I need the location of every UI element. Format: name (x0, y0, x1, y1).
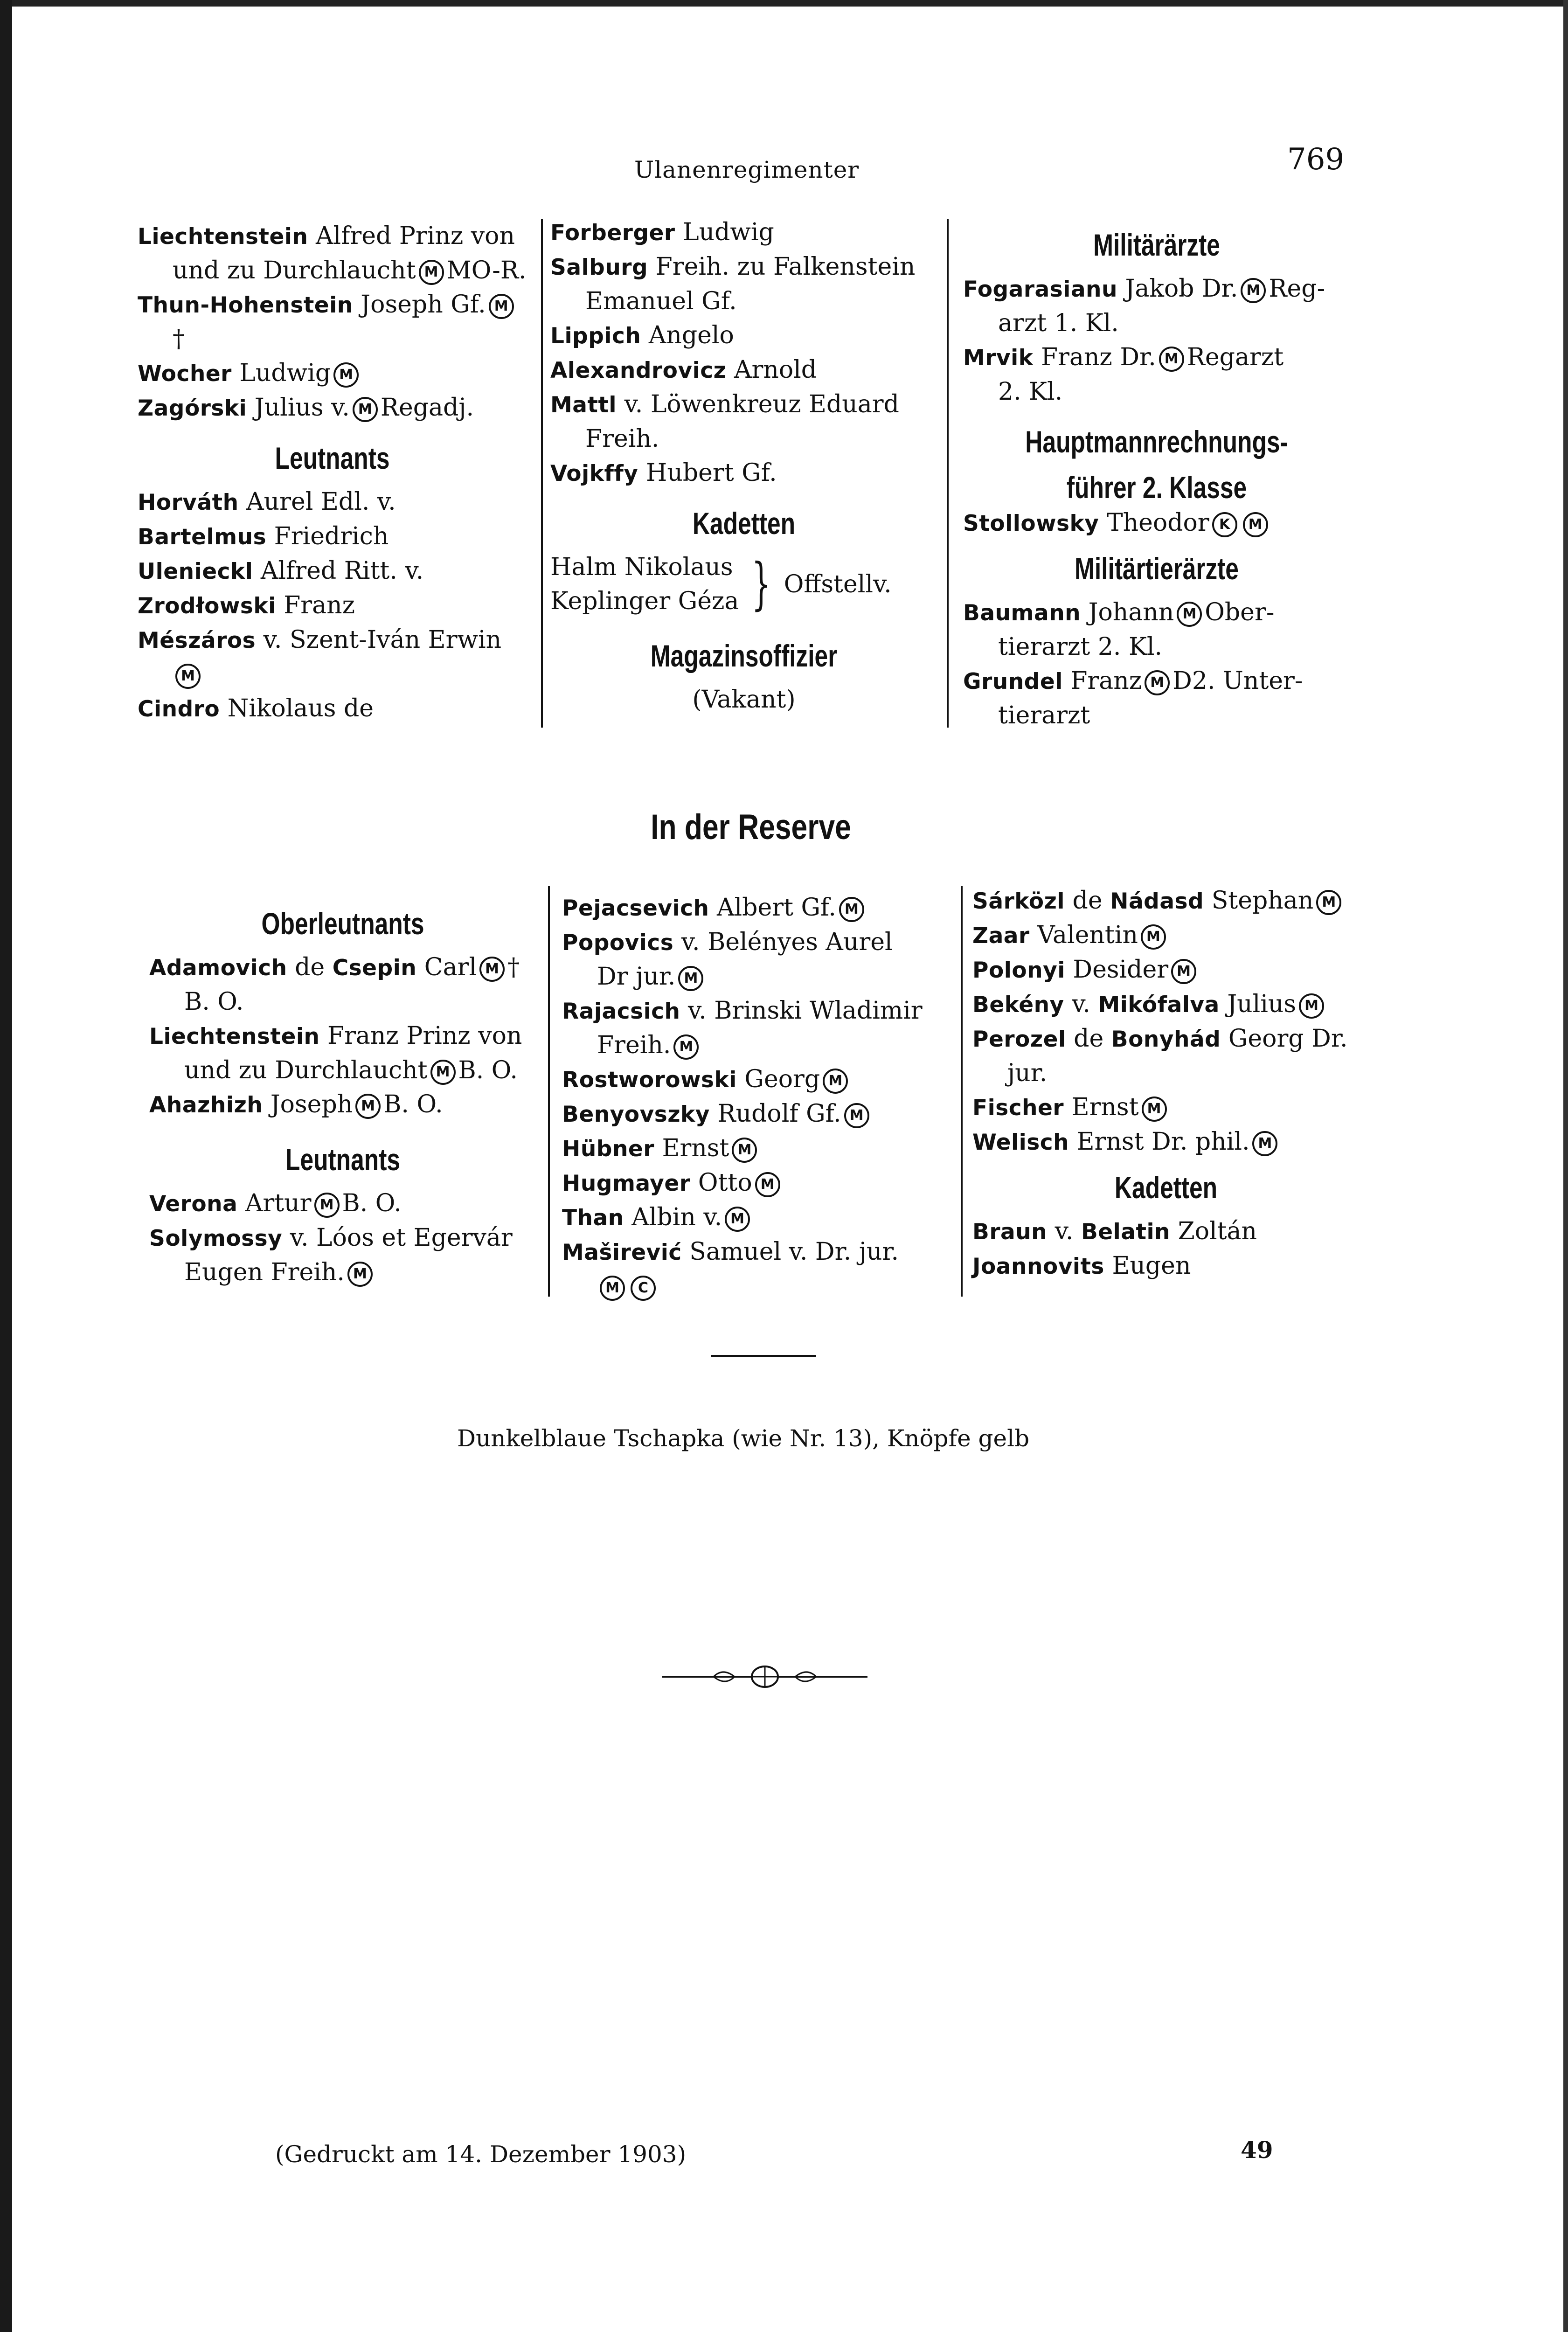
sheet-signature: 49 (1241, 2136, 1273, 2164)
given-name-text: Ernst (662, 1134, 729, 1162)
surname: Mattl (550, 392, 617, 418)
column-divider (961, 886, 963, 1297)
name-entry (562, 1166, 949, 1201)
name-entry (138, 485, 527, 520)
name-entry (149, 1221, 536, 1256)
medal-badge-icon: M (839, 897, 864, 922)
surname: Zagórski (138, 396, 247, 421)
given-name-text: Jakob Dr. (1125, 275, 1238, 303)
given-name-text: Arnold (734, 356, 817, 384)
name-entry-continuation (138, 254, 527, 288)
name-entry-continuation (562, 1270, 949, 1304)
given-name-text: Franz (1070, 667, 1142, 695)
section-heading: Militärärzte (1093, 228, 1220, 262)
section-heading: Magazinsoffizier (650, 639, 838, 673)
name-entry (562, 1131, 949, 1166)
given-name-text: Franz (284, 591, 355, 619)
continuation-text: Dr jur. (597, 963, 676, 991)
name-entry-continuation (138, 322, 527, 356)
kadetten-names (550, 550, 739, 618)
medal-badge-icon: M (600, 1276, 625, 1301)
medal-badge-icon: M (355, 1094, 381, 1119)
medal-badge-icon: M (1171, 959, 1196, 984)
name-entry (972, 987, 1360, 1022)
name-entry (550, 215, 937, 250)
medal-badge-icon: M (489, 294, 514, 319)
medal-badge-icon: M (1241, 278, 1266, 303)
given-name-text: Stephan (1211, 887, 1314, 915)
section-title-reserve: In der Reserve (651, 807, 851, 847)
annotation-text: Reg- (1269, 275, 1325, 303)
given-name-text: Desider (1073, 956, 1169, 984)
given-name-text: Julius v. (254, 394, 350, 422)
given-name-text: Albin v. (631, 1203, 722, 1231)
given-name-text: Valentin (1037, 921, 1138, 949)
surname: Salburg (550, 255, 648, 280)
given-name-text: Otto (698, 1169, 752, 1197)
name-entry-continuation (963, 699, 1350, 733)
name-entry (562, 925, 949, 960)
name-entry (972, 1090, 1360, 1125)
annotation-text: B. O. (383, 1090, 443, 1118)
given-name-text: Ernst (1071, 1093, 1139, 1121)
given-name-text: Carl (424, 953, 477, 981)
name-entry (562, 1201, 949, 1235)
given-name-text: Ernst Dr. phil. (1076, 1128, 1250, 1156)
name-entry-continuation (149, 985, 536, 1019)
surname: Braun (972, 1219, 1048, 1245)
printed-date-note: (Gedruckt am 14. Dezember 1903) (275, 2141, 687, 2168)
surname: Sárközl (972, 888, 1065, 914)
given-name-text: Artur (245, 1189, 312, 1217)
annotation-text: MO-R. (446, 257, 527, 285)
name-entry (138, 589, 527, 623)
name-entry (972, 953, 1360, 987)
vakant-note: (Vakant) (692, 686, 796, 714)
surname: Ahazhizh (149, 1092, 263, 1118)
name-entry (138, 288, 527, 322)
name-entry (138, 554, 527, 589)
medal-badge-icon: M (673, 1034, 699, 1060)
given-name-text: Franz Dr. (1041, 343, 1156, 371)
surname: Lippich (550, 323, 641, 349)
continuation-text: tierarzt 2. Kl. (998, 633, 1162, 661)
name-entry (963, 664, 1350, 699)
name-entry (138, 623, 527, 658)
annotation-text: Regadj. (380, 394, 474, 422)
reserve-column-2 (562, 891, 949, 1304)
separator-rule (711, 1355, 816, 1357)
given-name-text: Franz Prinz von (327, 1022, 522, 1050)
surname: Horváth (138, 490, 239, 515)
medal-badge-icon: M (1299, 993, 1324, 1019)
surname: Liechtenstein (138, 224, 308, 250)
given-name-text: Aurel Edl. v. (246, 488, 396, 516)
medal-badge-icon: M (347, 1262, 373, 1287)
name-entry (550, 353, 937, 388)
given-name-text: Joseph Gf. (361, 291, 486, 319)
page-number: 769 (1287, 142, 1345, 177)
name-entry (562, 891, 949, 925)
medal-badge-icon: M (1316, 890, 1341, 915)
name-entry (562, 1097, 949, 1131)
surname: Fogarasianu (963, 277, 1117, 302)
surname: Hugmayer (562, 1171, 691, 1196)
medal-badge-icon: M (1142, 1097, 1167, 1122)
given-name-text: Zoltán (1178, 1217, 1257, 1245)
name-entry-continuation (972, 1056, 1360, 1090)
name-entry (149, 1088, 536, 1122)
name-entry-continuation (562, 1028, 949, 1062)
given-name-text: v. Brinski Wladimir (688, 997, 923, 1025)
continuation-text: B. O. (184, 988, 244, 1016)
surname: Maširević (562, 1240, 682, 1265)
surname: Rostworowski (562, 1067, 737, 1093)
column-3 (963, 212, 1350, 733)
predicate-name: Mikófalva (1098, 992, 1220, 1018)
given-name-text: v. Belényes Aurel (681, 928, 893, 956)
surname: Popovics (562, 930, 674, 956)
surname: Hübner (562, 1136, 654, 1162)
reserve-column-1 (149, 891, 536, 1290)
medal-badge-icon: M (823, 1069, 848, 1094)
surname: Polonyi (972, 958, 1065, 983)
surname: Pejacsevich (562, 895, 709, 921)
surname: Thun-Hohenstein (138, 292, 353, 318)
annotation-text: † (507, 953, 520, 981)
name-entry-continuation (550, 285, 937, 319)
given-name-text: Angelo (648, 321, 734, 349)
scan-border-left (0, 0, 12, 2332)
continuation-text: Freih. (585, 425, 659, 453)
annotation-text: Ober- (1205, 598, 1275, 626)
given-name-text: Freih. zu Falkenstein (655, 253, 916, 281)
brace-symbol: } (751, 552, 771, 617)
surname: Ulenieckl (138, 559, 253, 584)
name-entry-continuation (149, 1054, 536, 1088)
medal-badge-icon: C (631, 1276, 656, 1301)
name-entry (550, 456, 937, 491)
medal-badge-icon: M (430, 1060, 456, 1085)
medal-badge-icon: M (1243, 512, 1268, 537)
surname: Liechtenstein (149, 1024, 320, 1049)
surname: Mrvik (963, 345, 1034, 371)
column-divider (548, 886, 550, 1297)
name-entry (963, 596, 1350, 630)
given-name-text: Ludwig (239, 359, 331, 387)
name-entry (550, 319, 937, 353)
medal-badge-icon: M (479, 957, 505, 982)
continuation-text: 2. Kl. (998, 378, 1063, 406)
name-entry (550, 388, 937, 422)
uniform-note: Dunkelblaue Tschapka (wie Nr. 13), Knöpfe gelb (457, 1425, 1030, 1452)
name-entry (138, 520, 527, 554)
section-heading: Militärtierärzte (1075, 551, 1239, 586)
given-name-text: Albert Gf. (716, 894, 836, 922)
name-entry-continuation (149, 1256, 536, 1290)
name-entry (963, 340, 1350, 375)
name-entry (138, 692, 527, 726)
given-name-text: v. Szent-Iván Erwin (263, 626, 502, 654)
scan-border-top (0, 0, 1568, 7)
surname: Cindro (138, 696, 220, 722)
ornament-divider (662, 1660, 867, 1693)
section-heading: Hauptmannrechnungs- (1025, 424, 1288, 459)
name-entry (138, 219, 527, 254)
name-entry (972, 918, 1360, 953)
medal-badge-icon: M (1177, 602, 1202, 627)
section-heading: Oberleutnants (261, 906, 424, 941)
scan-border-right (1563, 0, 1568, 2332)
surname: Baumann (963, 600, 1081, 626)
surname: Alexandrovicz (550, 358, 727, 383)
surname: Stollowsky (963, 511, 1099, 536)
medal-badge-icon: M (314, 1193, 340, 1218)
continuation-text: Eugen Freih. (184, 1258, 345, 1286)
continuation-text: jur. (1007, 1059, 1048, 1087)
name-entry (149, 1187, 536, 1221)
section-heading: Kadetten (692, 506, 796, 541)
medal-badge-icon: M (1145, 670, 1170, 695)
surname: Wocher (138, 361, 232, 387)
surname: Welisch (972, 1130, 1069, 1155)
surname: Joannovits (972, 1254, 1104, 1279)
continuation-text: † (173, 325, 185, 353)
given-name-text: Georg Dr. (1228, 1025, 1348, 1053)
given-name-text: Friedrich (274, 522, 389, 550)
surname: Perozel (972, 1027, 1066, 1052)
name-entry (963, 506, 1350, 541)
predicate-name: Csepin (332, 955, 417, 981)
name-entry (972, 1215, 1360, 1249)
given-name-text: Alfred Ritt. v. (260, 557, 424, 585)
name-entry-continuation (963, 375, 1350, 409)
predicate-name: Bonyhád (1111, 1027, 1221, 1052)
medal-badge-icon: M (1141, 924, 1166, 950)
name-entry (149, 951, 536, 985)
column-1 (138, 219, 527, 726)
kadetten-note: Offstellv. (784, 570, 892, 598)
name-entry (963, 272, 1350, 306)
name-entry-continuation (562, 960, 949, 994)
medal-badge-icon: M (333, 362, 359, 388)
given-name-text: Eugen (1112, 1252, 1191, 1280)
surname: Solymossy (149, 1226, 283, 1251)
surname: Vojkffy (550, 461, 638, 486)
kadett-name: Keplinger Géza (550, 587, 739, 615)
surname: Benyovszky (562, 1102, 710, 1127)
given-name-text: Georg (744, 1065, 820, 1093)
given-name-text: Joseph (270, 1090, 353, 1118)
name-entry (972, 1022, 1360, 1056)
name-entry (138, 391, 527, 425)
surname: Mészáros (138, 628, 256, 653)
name-entry (562, 1235, 949, 1270)
section-heading: führer 2. Klasse (1066, 470, 1247, 505)
name-entry (550, 250, 937, 285)
name-entry (972, 884, 1360, 918)
kadett-name: Halm Nikolaus (550, 553, 733, 581)
column-2 (550, 215, 937, 717)
surname: Fischer (972, 1095, 1064, 1121)
kadetten-brace-group (550, 550, 937, 618)
medal-badge-icon: M (755, 1172, 780, 1197)
continuation-text: Freih. (597, 1031, 671, 1059)
given-name-text: Julius (1227, 990, 1297, 1018)
name-entry-continuation (963, 630, 1350, 664)
running-header: Ulanenregimenter (634, 156, 860, 183)
annotation-text: D2. Unter- (1173, 667, 1303, 695)
medal-badge-icon: M (175, 664, 201, 689)
surname: Adamovich (149, 955, 287, 981)
continuation-text: arzt 1. Kl. (998, 309, 1119, 337)
section-heading: Leutnants (285, 1142, 400, 1177)
given-name-text: Rudolf Gf. (717, 1100, 841, 1128)
column-divider (947, 219, 949, 728)
name-entry-continuation (963, 306, 1350, 340)
annotation-text: B. O. (458, 1056, 518, 1084)
predicate-name: Belatin (1081, 1219, 1171, 1245)
medal-badge-icon: M (732, 1138, 757, 1163)
surname: Zrodłowski (138, 593, 276, 619)
medal-badge-icon: M (844, 1103, 869, 1128)
surname: Verona (149, 1191, 238, 1217)
medal-badge-icon: K (1212, 512, 1237, 537)
given-name-text: Nikolaus de (227, 694, 374, 722)
annotation-text: Regarzt (1186, 343, 1284, 371)
given-name-text: Johann (1088, 598, 1174, 626)
annotation-text: B. O. (342, 1189, 402, 1217)
surname: Bartelmus (138, 524, 267, 550)
name-entry-continuation (550, 422, 937, 456)
name-entry (138, 356, 527, 391)
medal-badge-icon: M (419, 260, 444, 285)
continuation-text: und zu Durchlaucht (184, 1056, 428, 1084)
predicate-name: Nádasd (1110, 888, 1204, 914)
given-name-text: v. (1072, 990, 1090, 1018)
given-name-text: v. Lóos et Egervár (290, 1224, 513, 1252)
given-name-text: v. Löwenkreuz Eduard (624, 390, 899, 418)
section-heading: Leutnants (275, 441, 390, 475)
given-name-text: Theodor (1106, 509, 1209, 537)
medal-badge-icon: M (1252, 1131, 1277, 1156)
medal-badge-icon: M (725, 1207, 750, 1232)
surname: Forberger (550, 220, 675, 246)
name-entry (562, 994, 949, 1028)
continuation-text: Emanuel Gf. (585, 287, 737, 315)
surname: Rajacsich (562, 999, 680, 1024)
reserve-column-3 (972, 884, 1360, 1284)
given-name-text: de (1072, 887, 1103, 915)
given-name-text: Ludwig (683, 218, 774, 246)
medal-badge-icon: M (353, 397, 378, 422)
name-entry (562, 1062, 949, 1097)
name-entry-continuation (138, 658, 527, 692)
continuation-text: tierarzt (998, 701, 1090, 729)
name-entry (972, 1249, 1360, 1284)
surname: Zaar (972, 923, 1030, 949)
surname: Than (562, 1205, 624, 1231)
surname: Bekény (972, 992, 1064, 1018)
given-name-text: Hubert Gf. (646, 459, 777, 487)
name-entry (972, 1125, 1360, 1159)
given-name-text: Alfred Prinz von (315, 222, 515, 250)
continuation-text: und zu Durchlaucht (173, 257, 416, 285)
given-name-text: v. (1055, 1217, 1074, 1245)
column-divider (541, 219, 543, 728)
given-name-text: Samuel v. Dr. jur. (689, 1238, 899, 1266)
section-heading: Kadetten (1114, 1170, 1218, 1205)
given-name-text: de (295, 953, 325, 981)
surname: Grundel (963, 669, 1063, 694)
medal-badge-icon: M (1159, 347, 1184, 372)
medal-badge-icon: M (678, 966, 703, 991)
given-name-text: de (1074, 1025, 1104, 1053)
name-entry (149, 1019, 536, 1054)
